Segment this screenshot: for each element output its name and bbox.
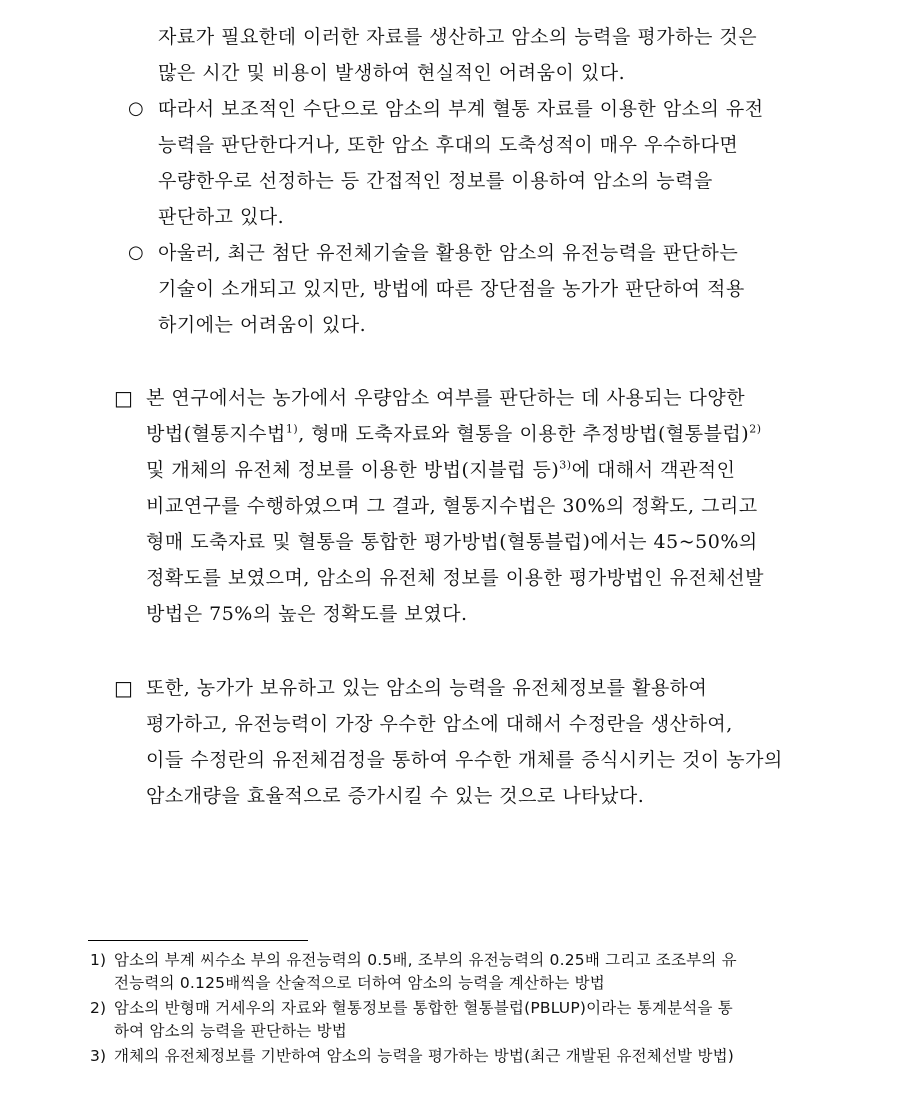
paragraph-line: 판단하고 있다. xyxy=(158,206,285,228)
paragraph-line: 방법은 75%의 높은 정확도를 보였다. xyxy=(146,603,468,625)
text-span: , 형매 도축자료와 혈통을 이용한 추정방법(혈통블럽) xyxy=(298,423,750,445)
footnote-text: 전능력의 0.125배씩을 산술적으로 더하여 암소의 능력을 계산하는 방법 xyxy=(114,974,605,992)
footnote-ref-2[interactable]: 2) xyxy=(749,422,762,436)
text-span: 방법(혈통지수법 xyxy=(146,423,286,445)
paragraph-line: 암소개량을 효율적으로 증가시킬 수 있는 것으로 나타났다. xyxy=(146,785,645,807)
footnote-ref-3[interactable]: 3) xyxy=(559,458,572,472)
paragraph-line: 본 연구에서는 농가에서 우량암소 여부를 판단하는 데 사용되는 다양한 xyxy=(146,387,746,409)
paragraph-line: 아울러, 최근 첨단 유전체기술을 활용한 암소의 유전능력을 판단하는 xyxy=(158,242,739,264)
paragraph-line xyxy=(146,421,762,447)
paragraph-line: 비교연구를 수행하였으며 그 결과, 혈통지수법은 30%의 정확도, 그리고 xyxy=(146,495,758,517)
paragraph-line: 따라서 보조적인 수단으로 암소의 부계 혈통 자료를 이용한 암소의 유전 xyxy=(158,98,764,120)
square-bullet-icon: □ xyxy=(114,386,133,410)
paragraph-line: 기술이 소개되고 있지만, 방법에 따른 장단점을 농가가 판단하여 적용 xyxy=(158,278,745,300)
paragraph-line: 형매 도축자료 및 혈통을 통합한 평가방법(혈통블럽)에서는 45~50%의 xyxy=(146,531,758,553)
text-span: 및 개체의 유전체 정보를 이용한 방법(지블럽 등) xyxy=(146,459,560,481)
footnote-text: 개체의 유전체정보를 기반하여 암소의 능력을 평가하는 방법(최근 개발된 유전체선발 방법) xyxy=(114,1047,735,1065)
footnote-text: 하여 암소의 능력을 판단하는 방법 xyxy=(114,1022,347,1040)
paragraph-line: 평가하고, 유전능력이 가장 우수한 암소에 대해서 수정란을 생산하여, xyxy=(146,713,733,735)
paragraph-line: 정확도를 보였으며, 암소의 유전체 정보를 이용한 평가방법인 유전체선발 xyxy=(146,567,764,589)
text-span: 에 대해서 객관적인 xyxy=(571,459,736,481)
footnote-text: 암소의 반형매 거세우의 자료와 혈통정보를 통합한 혈통블럽(PBLUP)이라는 통계분석을 통 xyxy=(114,999,733,1017)
paragraph-line: 많은 시간 및 비용이 발생하여 현실적인 어려움이 있다. xyxy=(158,62,626,84)
footnote-number: 2) xyxy=(90,999,107,1017)
circle-bullet-icon: ○ xyxy=(128,98,144,119)
paragraph-line: 이들 수정란의 유전체검정을 통하여 우수한 개체를 증식시키는 것이 농가의 xyxy=(146,749,783,771)
paragraph-line: 또한, 농가가 보유하고 있는 암소의 능력을 유전체정보를 활용하여 xyxy=(146,677,708,699)
footnote-number: 1) xyxy=(90,951,107,969)
paragraph-line: 하기에는 어려움이 있다. xyxy=(158,314,367,336)
footnote-number: 3) xyxy=(90,1047,107,1065)
footnote-text: 암소의 부계 씨수소 부의 유전능력의 0.5배, 조부의 유전능력의 0.25배 그리고 조조부의 유 xyxy=(114,951,737,969)
paragraph-line: 능력을 판단한다거나, 또한 암소 후대의 도축성적이 매우 우수하다면 xyxy=(158,134,739,156)
circle-bullet-icon: ○ xyxy=(128,242,144,263)
paragraph-line xyxy=(146,457,736,483)
paragraph-line: 자료가 필요한데 이러한 자료를 생산하고 암소의 능력을 평가하는 것은 xyxy=(158,26,758,48)
footnote-separator xyxy=(88,940,308,941)
footnote-ref-1[interactable]: 1) xyxy=(285,422,299,436)
square-bullet-icon: □ xyxy=(114,676,133,700)
paragraph-line: 우량한우로 선정하는 등 간접적인 정보를 이용하여 암소의 능력을 xyxy=(158,170,713,192)
